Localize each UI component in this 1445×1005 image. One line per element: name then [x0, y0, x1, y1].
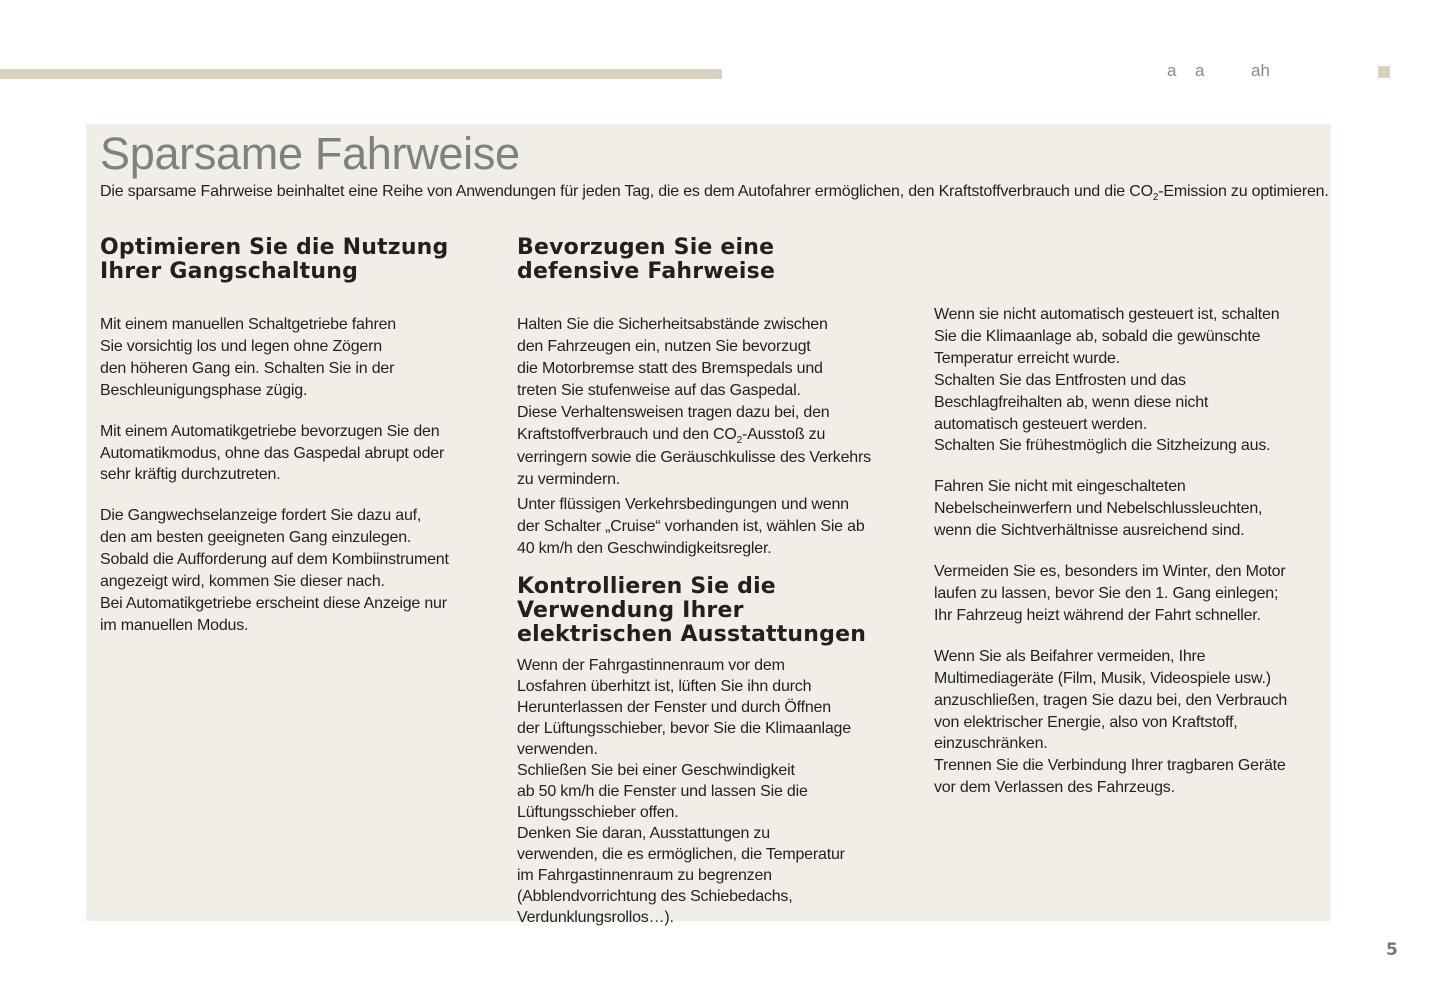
electric-line: Denken Sie daran, Ausstattungen zu — [517, 824, 770, 842]
ac-line: Sie die Klimaanlage ab, sobald die gewünschte — [934, 327, 1261, 345]
gear-line: den höheren Gang ein. Schalten Sie in der — [100, 359, 395, 377]
header-label-a2: a — [1195, 61, 1205, 80]
electric-line: Losfahren überhitzt ist, lüften Sie ihn durch — [517, 677, 812, 695]
ac-line: Temperatur erreicht wurde. — [934, 349, 1120, 367]
defensive-line: zu vermindern. — [517, 471, 621, 489]
fog-line: wenn die Sichtverhältnisse ausreichend sind. — [934, 522, 1245, 540]
cruise-line: Unter flüssigen Verkehrsbedingungen und wenn — [517, 496, 849, 514]
heading-gear: Optimieren Sie die Nutzung Ihrer Gangschaltung — [100, 235, 449, 284]
electric-line: verwenden, die es ermöglichen, die Temperatur — [517, 845, 845, 863]
defensive-line: den Fahrzeugen ein, nutzen Sie bevorzugt — [517, 337, 811, 355]
gear-indicator-line: Sobald die Aufforderung auf dem Kombiinstrument — [100, 551, 449, 569]
column-defensive — [517, 236, 912, 928]
cruise-line: der Schalter „Cruise“ vorhanden ist, wählen Sie ab — [517, 518, 865, 536]
header-accent-bar — [0, 69, 722, 79]
gear-auto-line: Automatikmodus, ohne das Gaspedal abrupt oder — [100, 444, 445, 462]
defensive-line: Diese Verhaltensweisen tragen dazu bei, den — [517, 403, 830, 421]
multimedia-line: vor dem Verlassen des Fahrzeugs. — [934, 779, 1175, 797]
gear-indicator-line: Bei Automatikgetriebe erscheint diese Anzeige nur — [100, 594, 447, 612]
electric-line: im Fahrgastinnenraum zu begrenzen — [517, 866, 772, 884]
gear-indicator-line: Die Gangwechselanzeige fordert Sie dazu auf, — [100, 507, 422, 525]
defensive-co2-line: Kraftstoffverbrauch und den $CO_2$-Ausstoß zu — [517, 425, 826, 446]
multimedia-line: Trennen Sie die Verbindung Ihrer tragbaren Geräte — [934, 757, 1286, 775]
defensive-line: treten Sie stufenweise auf das Gaspedal. — [517, 381, 801, 399]
defensive-line: verringern sowie die Geräuschkulisse des Verkehrs — [517, 449, 871, 467]
defensive-line: Halten Sie die Sicherheitsabstände zwischen — [517, 316, 828, 333]
ac-line: Schalten Sie frühestmöglich die Sitzheizung aus. — [934, 437, 1271, 455]
ac-line: Wenn sie nicht automatisch gesteuert ist, schalten — [934, 306, 1280, 323]
gear-line: Mit einem manuellen Schaltgetriebe fahren — [100, 316, 396, 333]
fog-line: Fahren Sie nicht mit eingeschalteten — [934, 478, 1186, 496]
gear-auto-line: sehr kräftig durchzutreten. — [100, 466, 281, 484]
multimedia-line: einzuschränken. — [934, 735, 1048, 753]
header-label-a1: a — [1167, 61, 1177, 80]
corner-marker — [1378, 66, 1390, 78]
winter-line: laufen zu lassen, bevor Sie den 1. Gang einlegen; — [934, 584, 1279, 602]
winter-line: Vermeiden Sie es, besonders im Winter, den Motor — [934, 563, 1286, 581]
header-label-ah: ah — [1251, 61, 1270, 80]
electric-line: Wenn der Fahrgastinnenraum vor dem — [517, 656, 785, 674]
electric-line: Verdunklungsrollos…). — [517, 908, 674, 926]
ac-line: Beschlagfreihalten ab, wenn diese nicht — [934, 393, 1209, 411]
gear-line: Beschleunigungsphase zügig. — [100, 381, 308, 399]
electric-line: ab 50 km/h die Fenster und lassen Sie die — [517, 782, 808, 800]
heading-defensive: Bevorzugen Sie eine defensive Fahrweise — [517, 235, 776, 284]
cruise-line: 40 km/h den Geschwindigkeitsregler. — [517, 540, 772, 558]
gear-auto-line: Mit einem Automatikgetriebe bevorzugen Sie den — [100, 422, 440, 440]
gear-indicator-line: den am besten geeigneten Gang einzulegen. — [100, 529, 412, 547]
multimedia-line: von elektrischer Energie, also von Kraftstoff, — [934, 713, 1238, 731]
gear-indicator-line: angezeigt wird, kommen Sie dieser nach. — [100, 573, 385, 591]
electric-line: Lüftungsschieber offen. — [517, 803, 679, 821]
ac-line: Schalten Sie das Entfrosten und das — [934, 371, 1186, 389]
electric-line: Schließen Sie bei einer Geschwindigkeit — [517, 761, 795, 779]
defensive-line: die Motorbremse statt des Bremspedals und — [517, 359, 823, 377]
column-more-tips — [934, 304, 1324, 799]
electric-line: der Lüftungsschieber, bevor Sie die Klimaanlage — [517, 719, 851, 737]
electric-line: verwenden. — [517, 740, 598, 758]
multimedia-line: anzuschließen, tragen Sie dazu bei, den Verbrauch — [934, 691, 1288, 709]
gear-indicator-line: im manuellen Modus. — [100, 616, 249, 634]
electric-line: Herunterlassen der Fenster und durch Öffnen — [517, 698, 831, 716]
multimedia-line: Multimediageräte (Film, Musik, Videospiele usw.) — [934, 669, 1271, 687]
multimedia-line: Wenn Sie als Beifahrer vermeiden, Ihre — [934, 647, 1206, 665]
heading-electric: Kontrollieren Sie die Verwendung Ihrer elektrischen Ausstattungen — [517, 573, 867, 647]
gear-line: Sie vorsichtig los und legen ohne Zögern — [100, 337, 382, 355]
ac-line: automatisch gesteuert werden. — [934, 415, 1147, 433]
winter-line: Ihr Fahrzeug heizt während der Fahrt schneller. — [934, 606, 1261, 624]
page-number: 5 — [1386, 940, 1398, 960]
page-title: Sparsame Fahrweise — [100, 128, 520, 179]
intro-paragraph: Die sparsame Fahrweise beinhaltet eine Reihe von Anwendungen für jeden Tag, die es dem Autofahrer ermöglichen, den Kraftstoffverbrauch und die $CO_2$-Emission zu optimieren. — [100, 183, 1329, 203]
fog-line: Nebelscheinwerfern und Nebelschlussleuchten, — [934, 500, 1263, 518]
column-gear — [100, 236, 495, 637]
electric-line: (Abblendvorrichtung des Schiebedachs, — [517, 887, 793, 905]
